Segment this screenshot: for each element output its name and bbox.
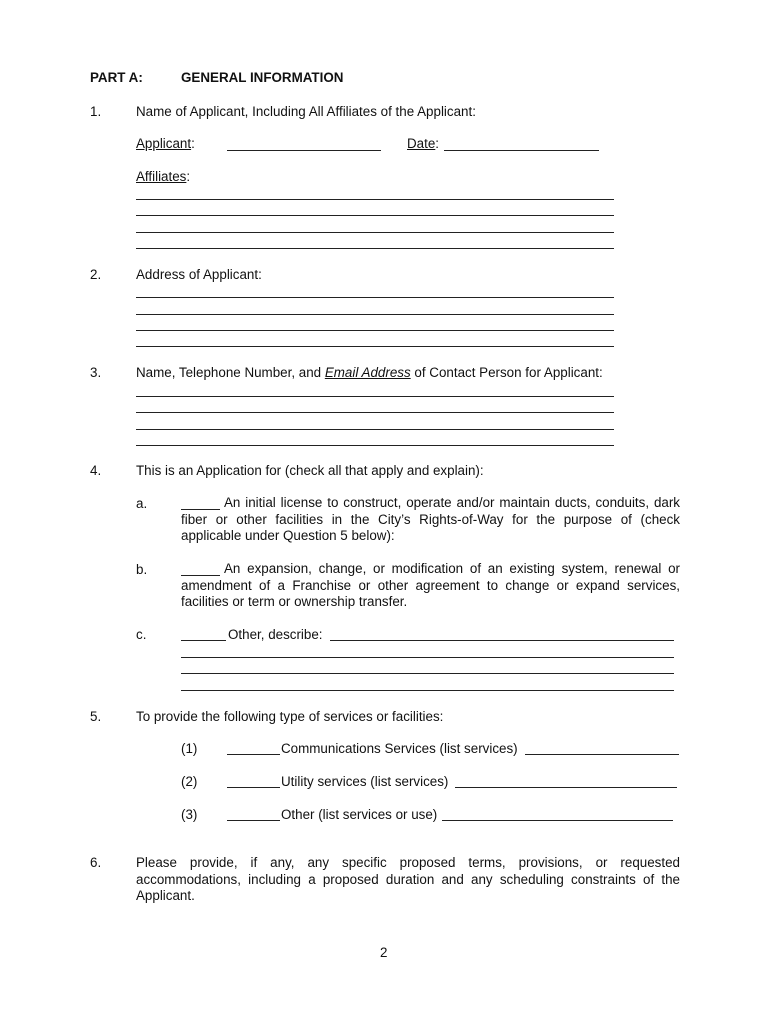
applicant-field-label: Applicant: [136,136,195,151]
contact-line-3[interactable] [136,429,614,430]
q5-item-1-label: (1) [181,741,198,756]
date-input[interactable] [444,136,599,150]
q6-text: Please provide, if any, any specific proposed terms, provisions, or requested accommodations, including a proposed duration and any scheduling constraints of the Applicant. [136,855,680,903]
affiliates-line-4[interactable] [136,248,614,249]
q5-item-2-label: (2) [181,774,198,789]
contact-line-1[interactable] [136,396,614,397]
q5-item-2-check-line[interactable] [227,787,280,788]
q5-item-3-check-line[interactable] [227,820,280,821]
q1-text: Name of Applicant, Including All Affiliates of the Applicant: [136,104,476,119]
q4a-label: a. [136,496,148,511]
contact-line-4[interactable] [136,445,614,446]
q4c-describe-line-3[interactable] [181,673,674,674]
q3-text [136,365,603,381]
q6-number: 6. [90,855,102,870]
q4c-label: c. [136,627,147,642]
applicant-blank-line [227,150,381,151]
q5-item-1-text: Communications Services (list services) [281,741,518,756]
section-title: GENERAL INFORMATION [181,70,344,85]
q4a-text: An initial license to construct, operate and/or maintain ducts, conduits, dark fiber or other facilities in the City’s Rights-of-Way for the purpose of (check applicable under Question 5 below): [181,495,680,543]
contact-line-2[interactable] [136,412,614,413]
date-blank-line [444,150,599,151]
address-line-3[interactable] [136,330,614,331]
affiliates-line-2[interactable] [136,215,614,216]
q4-text: This is an Application for (check all that apply and explain): [136,463,484,478]
q2-number: 2. [90,267,102,282]
affiliates-line-3[interactable] [136,232,614,233]
q5-item-3-text: Other (list services or use) [281,807,438,822]
q4c-text: Other, describe: [228,627,323,642]
affiliates-field-label: Affiliates: [136,169,191,184]
address-line-1[interactable] [136,297,614,298]
page-number: 2 [380,945,388,960]
applicant-label: Applicant [136,136,192,151]
affiliates-line-1[interactable] [136,199,614,200]
q3-text-after: of Contact Person for Applicant: [410,365,603,380]
q4c-describe-line-1[interactable] [330,640,674,641]
q5-item-1-list-line[interactable] [525,754,679,755]
date-field-label: Date: [407,136,440,151]
q4c-describe-line-4[interactable] [181,690,674,691]
q5-item-3-list-line[interactable] [442,820,673,821]
q4c-check-line[interactable] [181,640,226,641]
q5-number: 5. [90,709,102,724]
q5-item-2-text: Utility services (list services) [281,774,449,789]
q4-number: 4. [90,463,102,478]
q3-text-before: Name, Telephone Number, and [136,365,325,380]
q5-text: To provide the following type of services or facilities: [136,709,444,724]
q5-item-3-label: (3) [181,807,198,822]
part-label: PART A: [90,70,143,85]
q1-number: 1. [90,104,102,119]
address-line-4[interactable] [136,346,614,347]
applicant-input[interactable] [227,136,381,150]
q3-number: 3. [90,365,102,380]
q4b-text: An expansion, change, or modification of an existing system, renewal or amendment of a Franchise or other agreement to change or expand services, facilities or term or ownership transfer. [181,561,680,609]
q4b-label: b. [136,562,148,577]
q5-item-1-check-line[interactable] [227,754,280,755]
address-line-2[interactable] [136,314,614,315]
q4c-describe-line-2[interactable] [181,657,674,658]
q2-text: Address of Applicant: [136,267,262,282]
date-label: Date [407,136,436,151]
q3-text-emphasis: Email Address [324,365,411,380]
q5-item-2-list-line[interactable] [455,787,677,788]
affiliates-label: Affiliates [136,169,187,184]
